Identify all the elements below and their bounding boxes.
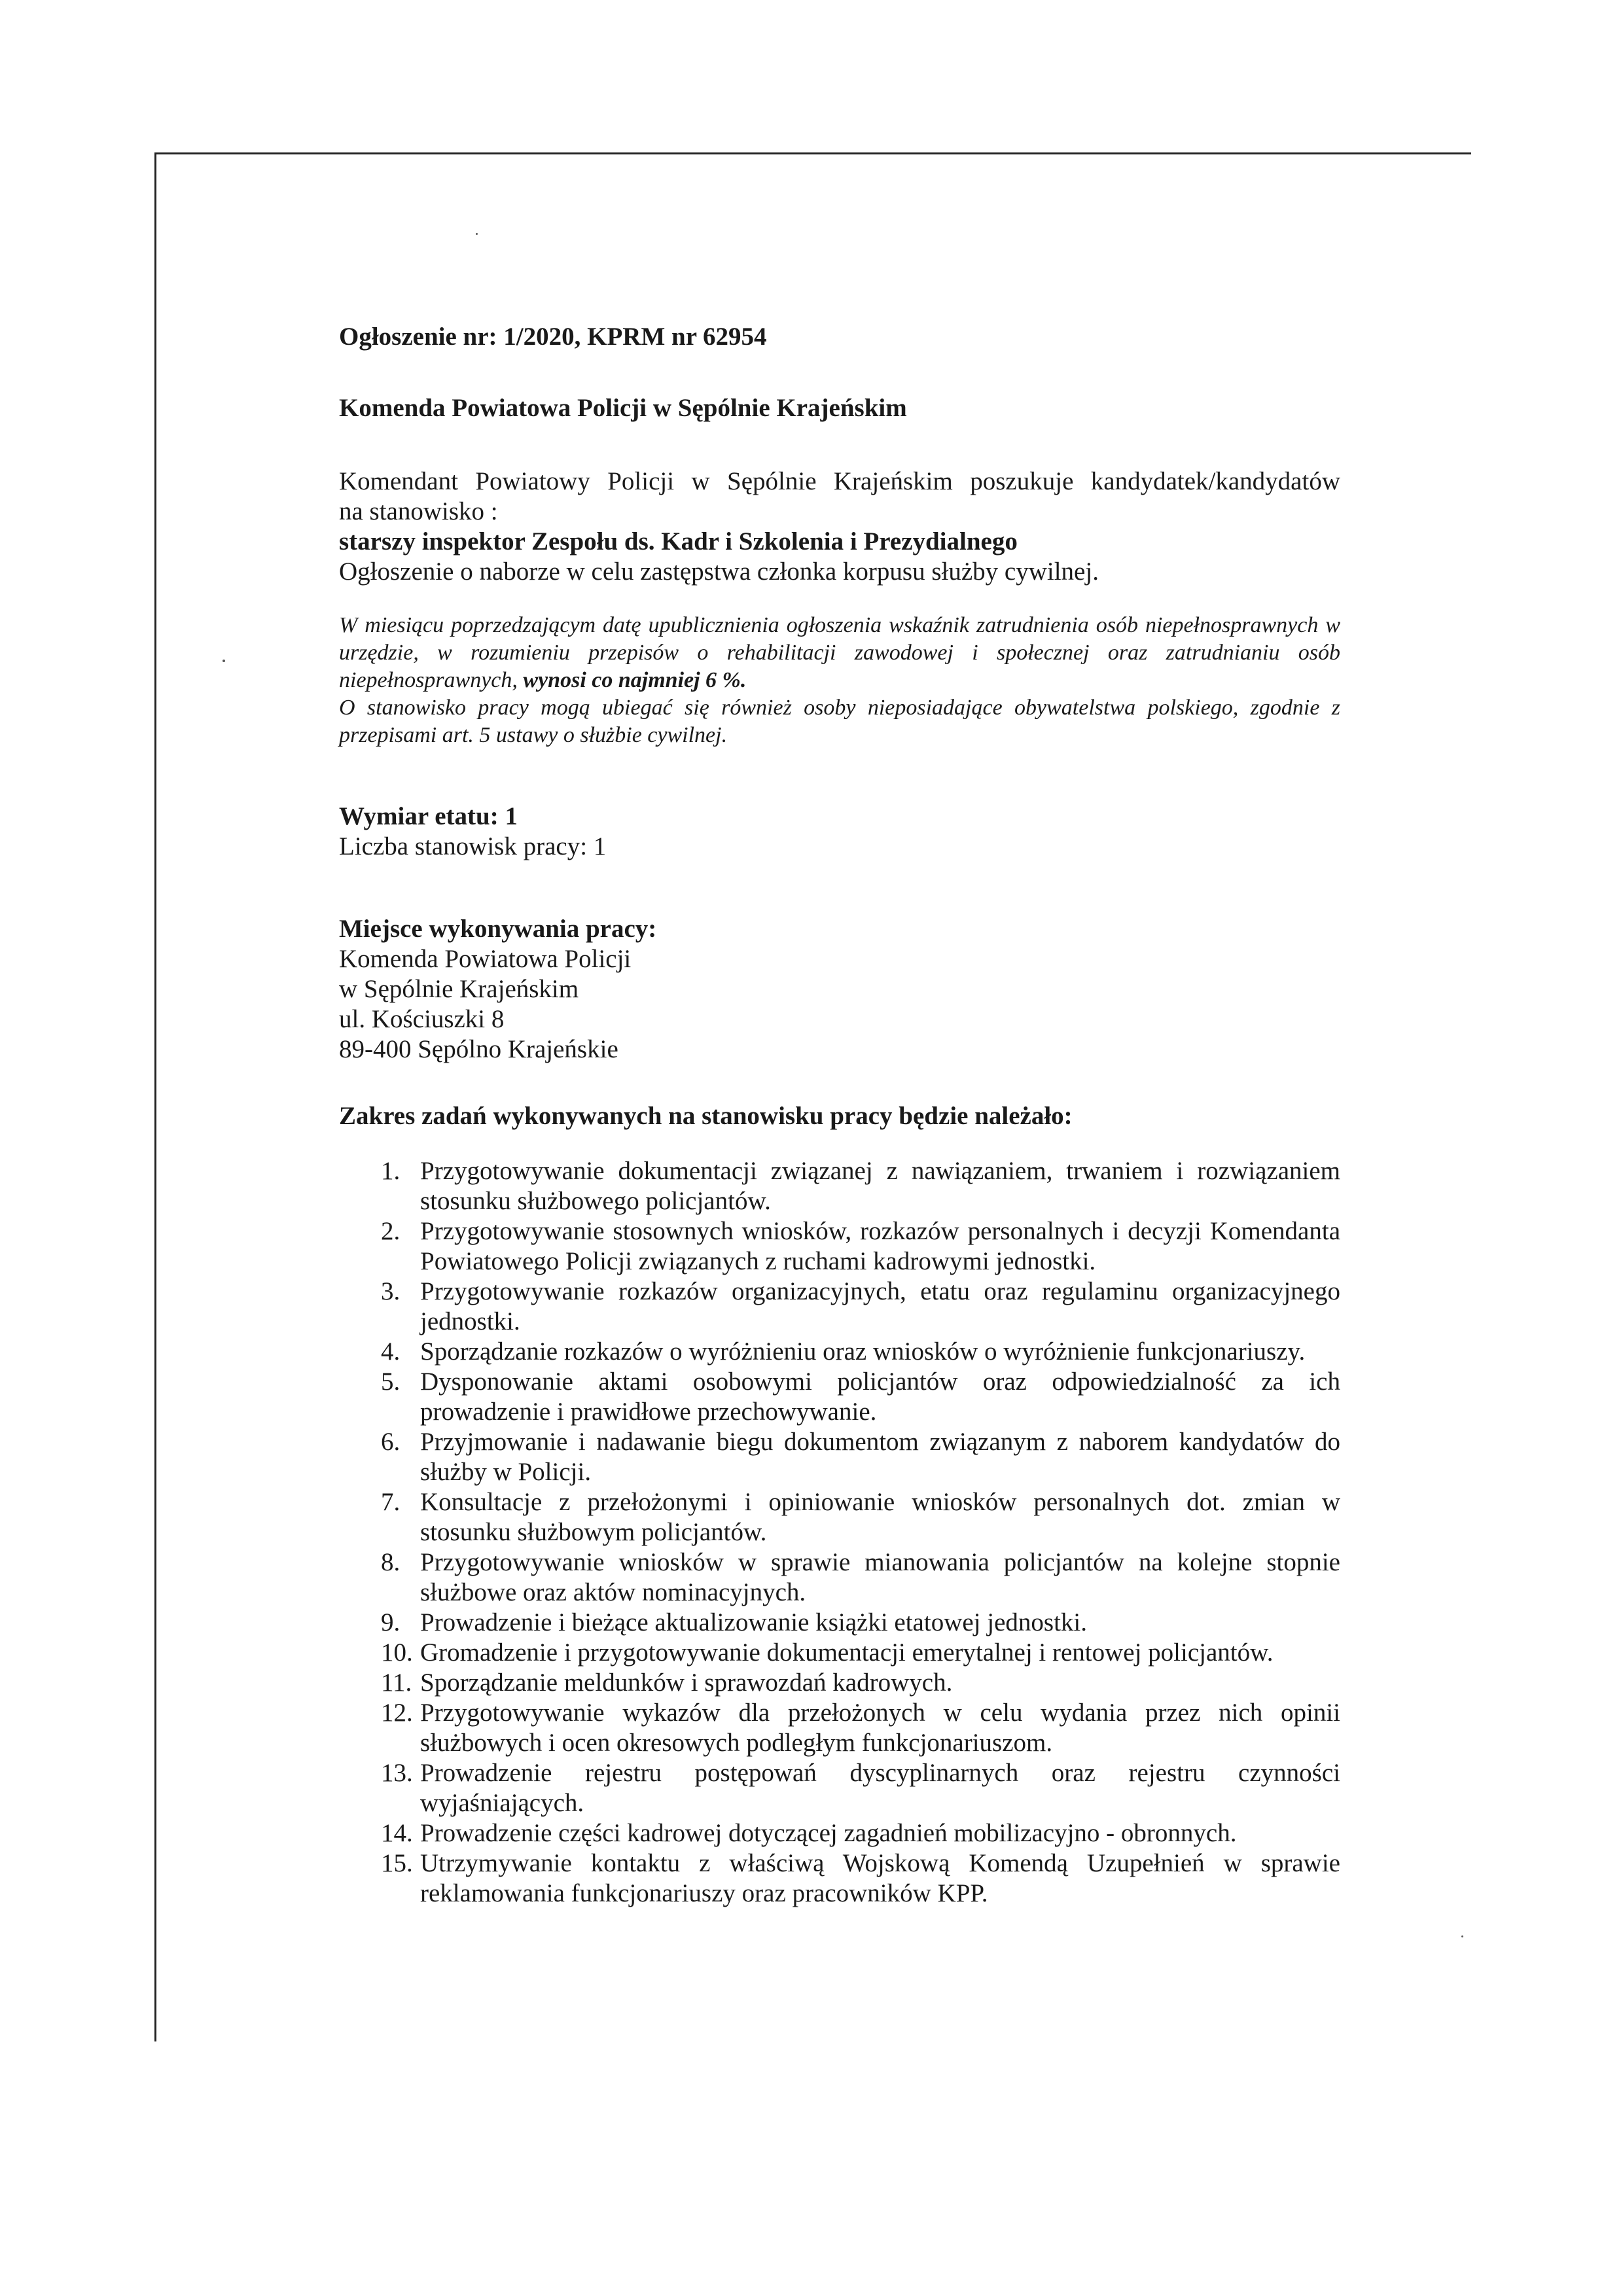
citizenship-note: O stanowisko pracy mogą ubiegać się również osoby nieposiadające obywatelstwa polskiego, zgodnie z przepisami art. 5 ustawy o służbie cywilnej. [339,696,1340,747]
task-number: 2. [381,1217,401,1245]
scan-frame-left-border [154,152,156,2041]
task-text: Prowadzenie i bieżące aktualizowanie książki etatowej jednostki. [420,1608,1088,1636]
scan-speck [223,660,225,662]
task-number: 12. [381,1699,413,1727]
institution-name: Komenda Powiatowa Policji w Sępólnie Krajeńskim [339,394,907,422]
positions-count: Liczba stanowisk pracy: 1 [339,832,607,860]
list-item [381,1698,1340,1758]
task-number: 7. [381,1488,401,1516]
workplace-line: ul. Kościuszki 8 [339,1005,505,1033]
task-text: Prowadzenie rejestru postępowań dyscyplinarnych oraz rejestru czynności wyjaśniających. [420,1759,1340,1817]
list-item [381,1608,1340,1638]
list-item [381,1487,1340,1547]
task-text: Przyjmowanie i nadawanie biegu dokumentom związanym z naborem kandydatów do służby w Policji. [420,1428,1340,1486]
announcement-number: Ogłoszenie nr: 1/2020, KPRM nr 62954 [339,323,767,351]
legal-notes [339,612,1340,749]
task-number: 1. [381,1157,401,1185]
list-item [381,1638,1340,1668]
list-item [381,1668,1340,1698]
task-text: Przygotowywanie rozkazów organizacyjnych, etatu oraz regulaminu organizacyjnego jednostki. [420,1277,1340,1335]
list-item [381,1156,1340,1216]
task-text: Utrzymywanie kontaktu z właściwą Wojskową Komendą Uzupełnień w sprawie reklamowania funkcjonariuszy oraz pracowników KPP. [420,1849,1340,1907]
task-number: 13. [381,1759,413,1787]
task-number: 10. [381,1638,413,1667]
task-number: 8. [381,1548,401,1576]
task-number: 14. [381,1819,413,1847]
task-number: 3. [381,1277,401,1305]
intro-line-1: Komendant Powiatowy Policji w Sępólnie Krajeńskim poszukuje kandydatek/kandydatów [339,467,1340,495]
list-item [381,1848,1340,1909]
tasks-list [339,1156,1340,1909]
workplace-heading: Miejsce wykonywania pracy: [339,915,657,943]
task-text: Dysponowanie aktami osobowymi policjantów oraz odpowiedzialność za ich prowadzenie i prawidłowe przechowywanie. [420,1368,1340,1426]
tasks-heading: Zakres zadań wykonywanych na stanowisku pracy będzie należało: [339,1102,1073,1130]
scan-frame-top-border [154,152,1471,154]
task-number: 9. [381,1608,401,1636]
workplace-section [339,914,1340,1065]
list-item [381,1758,1340,1818]
scan-speck [476,233,478,235]
disability-rate: wynosi co najmniej 6 %. [523,668,747,692]
task-text: Przygotowywanie stosownych wniosków, rozkazów personalnych i decyzji Komendanta Powiatowego Policji związanych z ruchami kadrowymi jednostki. [420,1217,1340,1275]
task-text: Przygotowywanie wniosków w sprawie mianowania policjantów na kolejne stopnie służbowe oraz aktów nominacyjnych. [420,1548,1340,1606]
list-item [381,1337,1340,1367]
disability-note-text: W miesiącu poprzedzającym datę upublicznienia ogłoszenia wskaźnik zatrudnienia osób niepełnosprawnych w urzędzie, w rozumieniu przepisów o rehabilitacji zawodowej i społecznej oraz zatrudnianiu osób niepełnosprawnych, [339,613,1340,692]
task-text: Sporządzanie rozkazów o wyróżnieniu oraz wniosków o wyróżnienie funkcjonariuszy. [420,1337,1306,1366]
list-item [381,1818,1340,1848]
task-text: Prowadzenie części kadrowej dotyczącej zagadnień mobilizacyjno - obronnych. [420,1819,1237,1847]
scan-speck [1461,1935,1463,1937]
intro-line-2: na stanowisko : [339,497,498,525]
list-item [381,1367,1340,1427]
task-number: 5. [381,1368,401,1396]
task-number: 4. [381,1337,401,1366]
tasks-section [339,1101,1340,1909]
task-number: 15. [381,1849,413,1877]
replacement-note: Ogłoszenie o naborze w celu zastępstwa członka korpusu służby cywilnej. [339,557,1099,586]
list-item [381,1547,1340,1608]
employment-size: Wymiar etatu: 1 [339,802,518,830]
disability-note [339,612,1340,694]
workplace-line: w Sępólnie Krajeńskim [339,975,579,1003]
task-text: Przygotowywanie dokumentacji związanej z nawiązaniem, trwaniem i rozwiązaniem stosunku służbowego policjantów. [420,1157,1340,1215]
workplace-line: 89-400 Sępólno Krajeńskie [339,1035,618,1063]
task-number: 6. [381,1428,401,1456]
task-text: Sporządzanie meldunków i sprawozdań kadrowych. [420,1669,953,1697]
announcement-document [339,322,1340,1909]
list-item [381,1277,1340,1337]
employment-section [339,802,1340,862]
list-item [381,1427,1340,1487]
position-title: starszy inspektor Zespołu ds. Kadr i Szkolenia i Prezydialnego [339,527,1018,556]
list-item [381,1216,1340,1277]
task-text: Gromadzenie i przygotowywanie dokumentacji emerytalnej i rentowej policjantów. [420,1638,1274,1667]
task-number: 11. [381,1669,412,1697]
task-text: Przygotowywanie wykazów dla przełożonych w celu wydania przez nich opinii służbowych i ocen okresowych podległym funkcjonariuszom. [420,1699,1340,1757]
workplace-line: Komenda Powiatowa Policji [339,945,632,973]
task-text: Konsultacje z przełożonymi i opiniowanie wniosków personalnych dot. zmian w stosunku służbowym policjantów. [420,1488,1340,1546]
